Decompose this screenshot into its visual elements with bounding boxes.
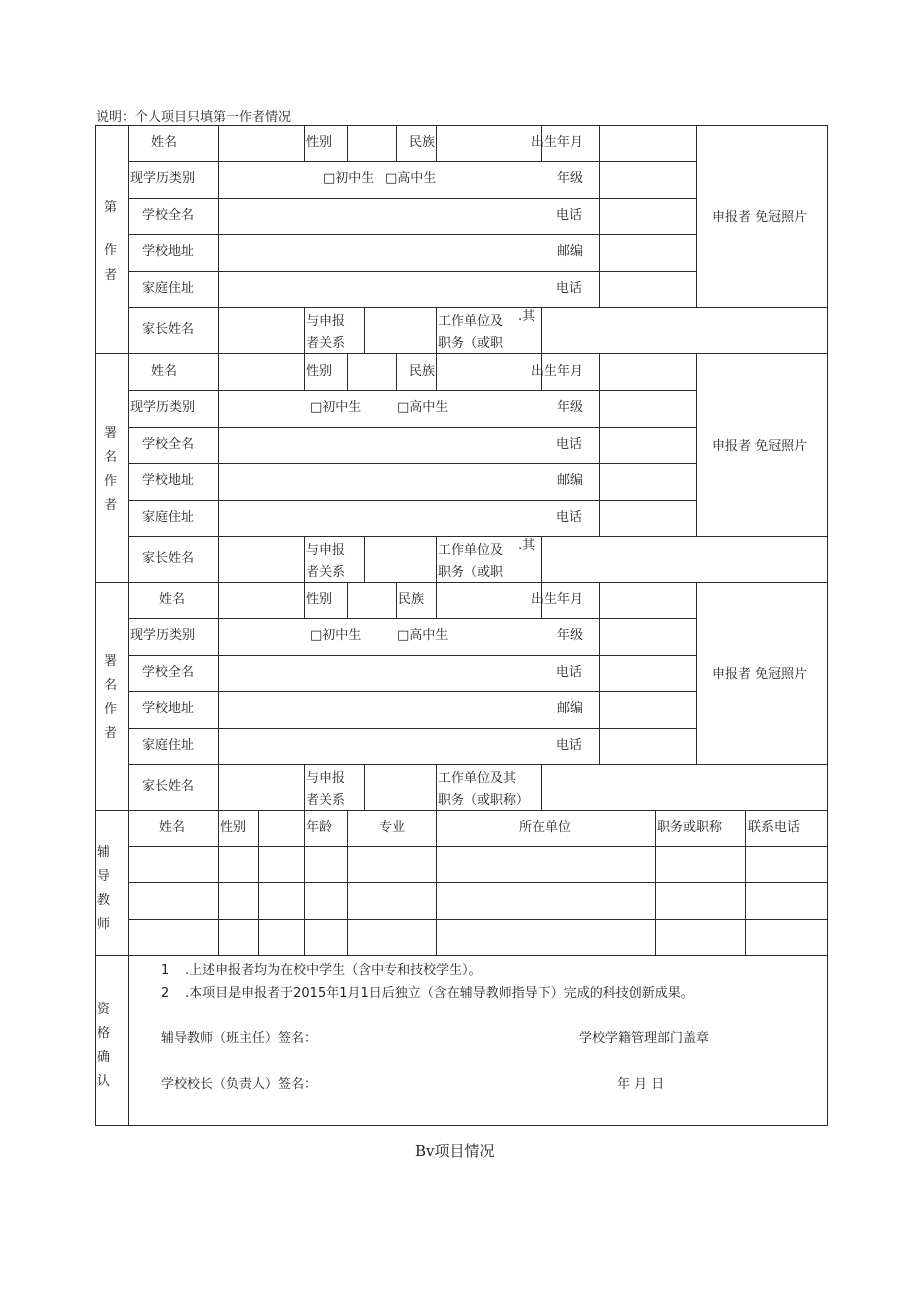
block-0-junior-option: □初中生 [323,171,375,186]
block-2-junior-option: □初中生 [310,628,362,643]
teacher-side-label-char: 师 [97,917,111,932]
block-0-side-label-char: 作 [104,243,118,258]
block-1-row-line [128,463,696,464]
block-0-name-label: 姓名 [151,135,178,150]
block-0-row-line [128,307,828,308]
block-0-work-line1: 工作单位及 [438,314,504,329]
outer-border-top [95,125,828,126]
teacher-header-cell: 性别 [220,820,247,835]
block-1-work-col-line [436,536,437,582]
qual-side-label-char: 认 [97,1074,111,1089]
teacher-side-label-char: 教 [97,893,111,908]
block-1-phone-label: 电话 [556,437,583,452]
block-2-photo-col-line [696,582,697,764]
block-0-work-val-col-line [541,307,542,353]
qual-side-label-char: 确 [97,1050,111,1065]
qual-side-label-char: 格 [97,1026,111,1041]
block-2-relation-val-col-line [364,764,365,810]
block-1-photo-label: 申报者 免冠照片 [712,439,808,454]
block-2-phone-label-col-line [599,582,600,764]
block-0-address-label: 学校地址 [142,244,195,259]
block-2-row-line [128,764,828,765]
block-0-row-line [128,234,696,235]
block-0-postcode-label: 邮编 [557,244,584,259]
teacher-col-line [258,810,259,955]
teacher-col-line [218,810,219,955]
block-0-parent-label: 家长姓名 [142,322,195,337]
block-2-side-label-char: 名 [104,678,118,693]
block-0-phone2-label: 电话 [556,281,583,296]
block-0-gender-col-line [304,125,305,161]
block-2-postcode-label: 邮编 [557,701,584,716]
block-1-name-label: 姓名 [151,364,178,379]
teacher-header-cell: 专业 [379,820,406,835]
block-1-gender-val-col-line [347,354,348,390]
block-1-side-label-char: 作 [104,474,118,489]
block-1-work-line3: .其 [518,538,536,553]
block-0-education-label: 现学历类别 [130,171,196,186]
block-2-work-col-line [436,764,437,810]
block-1-row-line [128,390,696,391]
teacher-row-line [128,882,828,883]
block-0-gender-label: 性别 [306,135,333,150]
block-1-work-val-col-line [541,536,542,582]
block-2-work-line1: 工作单位及其 [438,771,517,786]
block-0-work-col-line [436,307,437,353]
block-2-education-label: 现学历类别 [130,628,196,643]
block-0-birth-label: 出生年月 [531,135,584,150]
block-1-relation-col-line [304,536,305,582]
block-2-work-line2: 职务（或职称） [438,793,530,808]
block-2-school-label: 学校全名 [142,665,195,680]
block-1-relation-line1: 与申报 [306,543,346,558]
block-2-gender-col-line [304,582,305,618]
block-0-phone-label-col-line [599,125,600,307]
block-1-gender-col-line [304,354,305,390]
block-1-address-label: 学校地址 [142,473,195,488]
teacher-header-cell: 联系电话 [748,820,801,835]
block-1-row-line [128,500,696,501]
block-1-photo-col-line [696,354,697,536]
teacher-col-line [655,810,656,955]
block-1-relation-line2: 者关系 [306,565,346,580]
teacher-col-line [745,810,746,955]
block-2-gender-label: 性别 [306,592,333,607]
block-2-phone2-label: 电话 [556,738,583,753]
section-caption: Bv项目情况 [415,1142,495,1160]
block-1-relation-val-col-line [364,536,365,582]
block-0-side-label-char: 第 [104,200,118,215]
block-2-relation-col-line [304,764,305,810]
qual-item1-number: 1 [161,963,170,978]
block-1-work-line2: 职务（或职 [438,565,504,580]
block-0-row-line [128,198,696,199]
teacher-col-line [436,810,437,955]
block-1-ethnicity-val-col-line [436,354,437,390]
block-2-relation-line1: 与申报 [306,771,346,786]
block-2-birth-label: 出生年月 [531,592,584,607]
block-2-photo-label: 申报者 免冠照片 [712,667,808,682]
outer-border-bottom [95,1125,828,1126]
block-2-grade-label: 年级 [557,628,584,643]
teacher-header-cell: 年龄 [306,820,333,835]
block-2-row-line [128,655,696,656]
block-1-side-label-char: 名 [104,450,118,465]
block-1-birth-label: 出生年月 [531,364,584,379]
block-0-ethnicity-col-line [396,125,397,161]
qual-stamp-label: 学校学籍管理部门盖章 [579,1031,710,1046]
block-2-parent-label: 家长姓名 [142,779,195,794]
block-1-gender-label: 性别 [306,364,333,379]
side-label-column-line [128,125,129,1126]
block-0-phone-label: 电话 [556,208,583,223]
block-1-junior-option: □初中生 [310,400,362,415]
block-2-side-label-char: 者 [104,726,118,741]
qual-item2-text: .本项目是申报者于2015年1月1日后独立（含在辅导教师指导下）完成的科技创新成果。 [185,986,694,1001]
block-2-relation-line2: 者关系 [306,793,346,808]
block-1-school-label: 学校全名 [142,437,195,452]
block-0-ethnicity-label: 民族 [409,135,436,150]
block-0-gender-val-col-line [347,125,348,161]
block-2-ethnicity-label: 民族 [398,592,425,607]
teacher-header-cell: 职务或职称 [657,820,723,835]
block-0-grade-label: 年级 [557,171,584,186]
form-note: 说明：个人项目只填第一作者情况 [96,110,292,125]
block-0-photo-label: 申报者 免冠照片 [712,210,808,225]
block-1-ethnicity-col-line [396,354,397,390]
teacher-side-label-char: 辅 [97,845,111,860]
teacher-side-label-char: 导 [97,869,111,884]
block-0-ethnicity-val-col-line [436,125,437,161]
block-0-senior-option: □高中生 [385,171,437,186]
block-2-side-label-char: 署 [104,654,118,669]
block-1-label-col-line [218,354,219,582]
qual-teacher-signature-label: 辅导教师（班主任）签名： [161,1031,318,1046]
block-2-gender-val-col-line [347,582,348,618]
block-0-row-line [128,271,696,272]
qual-item2-number: 2 [161,986,170,1001]
block-1-phone2-label: 电话 [556,510,583,525]
outer-border-right [827,125,828,1126]
teacher-header-cell: 所在单位 [519,820,572,835]
teacher-row-line [128,846,828,847]
block-2-ethnicity-val-col-line [436,582,437,618]
block-2-label-col-line [218,582,219,810]
block-0-row-line [128,161,696,162]
qual-date-label: 年 月 日 [617,1077,665,1092]
block-0-side-label-char: 者 [104,268,118,283]
block-1-side-label-char: 者 [104,498,118,513]
block-0-label-col-line [218,125,219,353]
teacher-col-line [347,810,348,955]
teacher-header-cell: 姓名 [159,820,186,835]
block-2-side-label-char: 作 [104,702,118,717]
block-1-side-label-char: 署 [104,426,118,441]
block-2-row-line [128,691,696,692]
block-0-work-line3: .其 [518,309,536,324]
teacher-row-line [128,919,828,920]
block-2-bottom-line [95,810,828,811]
block-1-postcode-label: 邮编 [557,473,584,488]
qual-item1-text: .上述申报者均为在校中学生（含中专和技校学生）。 [185,963,482,978]
block-0-school-label: 学校全名 [142,208,195,223]
block-1-parent-label: 家长姓名 [142,551,195,566]
block-0-relation-line1: 与申报 [306,314,346,329]
block-0-photo-col-line [696,125,697,307]
application-form-table [95,125,828,1126]
block-2-senior-option: □高中生 [397,628,449,643]
block-2-row-line [128,728,696,729]
qual-side-label-char: 资 [97,1002,111,1017]
block-1-work-line1: 工作单位及 [438,543,504,558]
block-1-row-line [128,536,828,537]
block-1-education-label: 现学历类别 [130,400,196,415]
block-0-relation-line2: 者关系 [306,336,346,351]
block-1-phone-label-col-line [599,354,600,536]
block-1-row-line [128,427,696,428]
block-0-relation-val-col-line [364,307,365,353]
teacher-bottom-line [95,955,828,956]
block-1-bottom-line [95,582,828,583]
block-0-bottom-line [95,353,828,354]
block-2-home-label: 家庭住址 [142,738,195,753]
block-2-row-line [128,618,696,619]
block-2-work-val-col-line [541,764,542,810]
block-2-address-label: 学校地址 [142,701,195,716]
block-2-ethnicity-col-line [396,582,397,618]
teacher-col-line [304,810,305,955]
block-1-senior-option: □高中生 [397,400,449,415]
block-0-relation-col-line [304,307,305,353]
block-1-home-label: 家庭住址 [142,510,195,525]
block-1-ethnicity-label: 民族 [409,364,436,379]
qual-principal-signature-label: 学校校长（负责人）签名： [161,1077,318,1092]
block-0-work-line2: 职务（或职 [438,336,504,351]
block-1-grade-label: 年级 [557,400,584,415]
block-2-name-label: 姓名 [159,592,186,607]
outer-border-left [95,125,96,1126]
block-0-home-label: 家庭住址 [142,281,195,296]
block-2-phone-label: 电话 [556,665,583,680]
